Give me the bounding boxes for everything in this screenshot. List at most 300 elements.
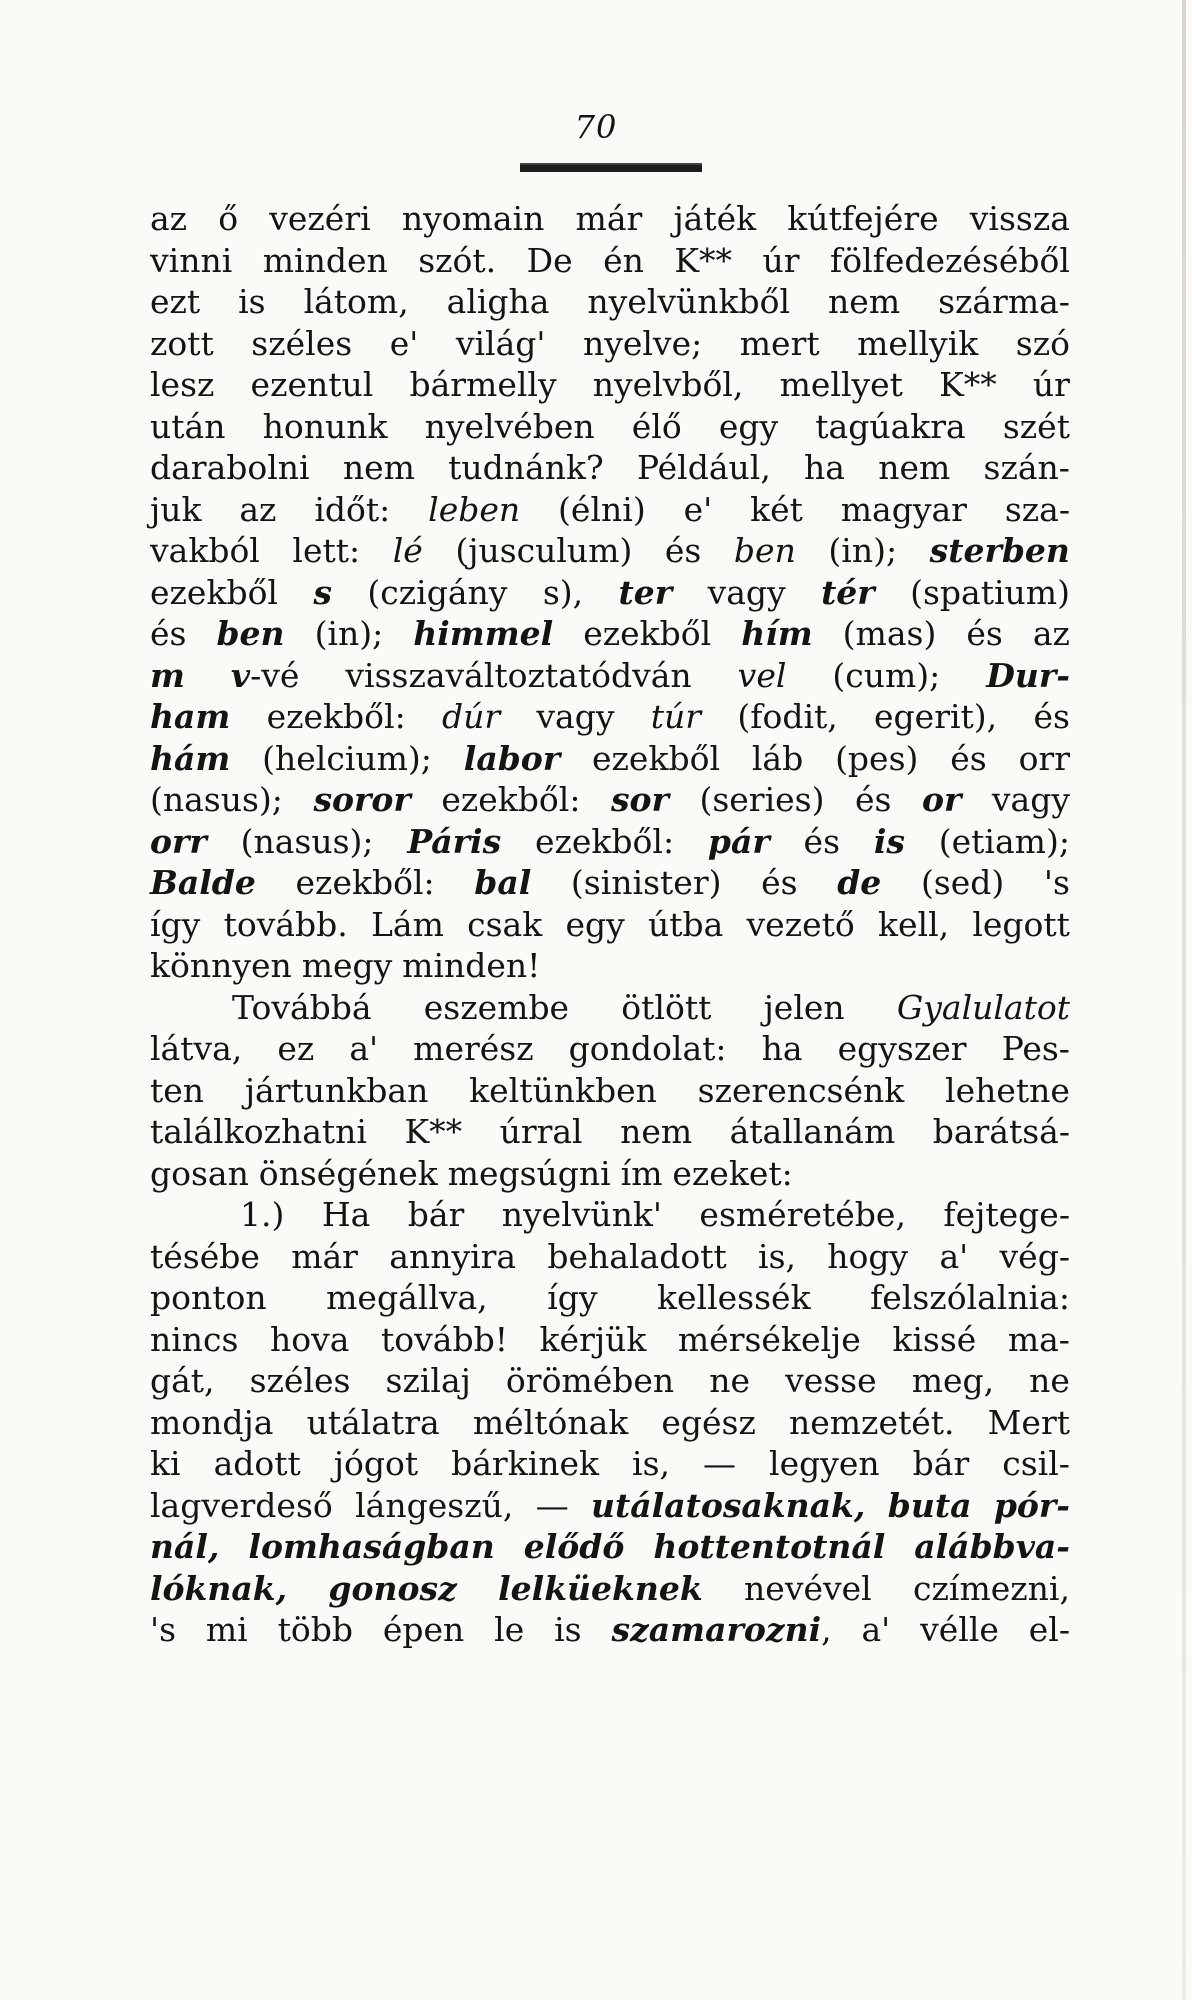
text-line bbox=[150, 613, 1070, 655]
word bbox=[304, 281, 409, 323]
plain-text: szilaj bbox=[385, 1361, 471, 1400]
emphasis-text: elődő bbox=[523, 1527, 625, 1566]
text-line bbox=[150, 1485, 1070, 1527]
word bbox=[861, 1609, 890, 1651]
plain-text: fölfedezéséből bbox=[830, 240, 1070, 280]
word bbox=[674, 240, 732, 282]
word bbox=[843, 613, 937, 655]
plain-text: épen bbox=[382, 1610, 465, 1649]
plain-text: és bbox=[150, 614, 187, 653]
plain-text: , bbox=[821, 1610, 832, 1649]
word bbox=[1033, 364, 1070, 406]
plain-text: úr bbox=[762, 240, 800, 280]
word bbox=[939, 821, 1070, 863]
plain-text: vakból bbox=[150, 531, 260, 570]
plain-text: láb bbox=[751, 738, 804, 778]
plain-text: és bbox=[950, 738, 987, 778]
emphasis-text: soror bbox=[313, 780, 411, 819]
word bbox=[424, 987, 569, 1029]
word bbox=[150, 738, 230, 780]
word bbox=[367, 572, 507, 614]
plain-text: kellessék bbox=[657, 1278, 811, 1317]
word bbox=[835, 738, 918, 780]
word bbox=[734, 530, 796, 572]
plain-text: lehetne bbox=[945, 1070, 1070, 1110]
plain-text: nyelvében bbox=[424, 406, 595, 446]
word bbox=[355, 1485, 513, 1527]
word bbox=[591, 1485, 865, 1527]
plain-text: K** bbox=[939, 365, 997, 404]
plain-text: ne bbox=[709, 1361, 751, 1400]
emphasis-text: is bbox=[873, 821, 905, 861]
plain-text: kell, bbox=[877, 904, 950, 944]
plain-text: vesse bbox=[785, 1361, 877, 1400]
plain-text: 1.) bbox=[240, 1195, 285, 1234]
plain-text: könnyen bbox=[150, 946, 292, 985]
emphasis-text: utálatosaknak, bbox=[591, 1485, 866, 1525]
plain-text: minden! bbox=[402, 946, 541, 985]
plain-text: ezekből bbox=[583, 614, 712, 653]
word bbox=[307, 1402, 440, 1444]
word bbox=[571, 862, 722, 904]
plain-text: kútfejére bbox=[787, 199, 939, 238]
plain-text: fejtege- bbox=[943, 1195, 1070, 1234]
word bbox=[150, 281, 200, 323]
word bbox=[653, 1526, 885, 1568]
plain-text: Például, bbox=[636, 448, 771, 487]
text-line bbox=[150, 1236, 1070, 1278]
word bbox=[328, 1568, 456, 1610]
plain-text: barátsá- bbox=[932, 1112, 1070, 1151]
plain-text: (pes) bbox=[835, 738, 919, 778]
emphasis-text: lóknak, bbox=[150, 1568, 288, 1608]
word bbox=[345, 655, 691, 697]
plain-text: orr bbox=[1018, 738, 1070, 778]
word bbox=[334, 1443, 418, 1485]
emphasis-text: tér bbox=[821, 572, 875, 612]
plain-text: egész bbox=[661, 1402, 756, 1442]
word bbox=[661, 1402, 756, 1444]
word bbox=[456, 323, 546, 365]
word bbox=[1000, 1236, 1070, 1278]
plain-text: utálatra bbox=[306, 1402, 440, 1442]
plain-text: élő bbox=[631, 406, 682, 446]
text-line bbox=[150, 655, 1070, 697]
word bbox=[758, 1236, 796, 1278]
emphasis-text: Páris bbox=[407, 821, 502, 861]
emphasis-text: gonosz bbox=[328, 1568, 457, 1608]
word bbox=[270, 1319, 349, 1361]
plain-text: méltónak bbox=[472, 1402, 629, 1442]
plain-text: -vé bbox=[250, 655, 300, 695]
plain-text: Mert bbox=[987, 1402, 1070, 1442]
plain-text: meg, bbox=[911, 1361, 995, 1400]
word bbox=[150, 240, 232, 282]
word bbox=[830, 240, 1070, 282]
word bbox=[558, 489, 646, 531]
word bbox=[150, 904, 200, 946]
word bbox=[540, 1319, 647, 1361]
word bbox=[381, 1319, 508, 1361]
plain-text: úr bbox=[1032, 365, 1070, 404]
plain-text: bármelly bbox=[409, 365, 557, 404]
plain-text: ha bbox=[761, 1029, 803, 1068]
plain-text: bárkinek bbox=[451, 1444, 600, 1483]
word bbox=[409, 364, 556, 406]
word bbox=[232, 987, 372, 1029]
word bbox=[592, 738, 720, 780]
plain-text: tovább! bbox=[381, 1319, 508, 1359]
plain-text: (nasus); bbox=[150, 780, 283, 819]
plain-text: is, bbox=[632, 1444, 671, 1483]
plain-text: vagy bbox=[991, 780, 1070, 819]
word bbox=[494, 1609, 524, 1651]
emphasis-text: szamarozni bbox=[611, 1610, 822, 1649]
emphasis-text: v bbox=[230, 655, 251, 695]
word bbox=[1019, 738, 1070, 780]
word bbox=[313, 572, 332, 614]
text-line bbox=[150, 945, 1070, 987]
emphasis-text: ter bbox=[618, 572, 673, 612]
plain-text: nevével bbox=[744, 1568, 872, 1608]
text-line bbox=[150, 1402, 1070, 1444]
word bbox=[632, 406, 682, 448]
plain-text: e' bbox=[389, 323, 419, 363]
word bbox=[150, 447, 310, 489]
word bbox=[248, 1526, 494, 1568]
word bbox=[451, 1443, 599, 1485]
plain-text: nem bbox=[878, 448, 951, 487]
word bbox=[326, 1277, 488, 1319]
plain-text: látva, bbox=[150, 1029, 243, 1068]
text-line bbox=[150, 1568, 1070, 1610]
emphasis-text: Gyalulatot bbox=[896, 987, 1070, 1027]
word bbox=[251, 323, 352, 365]
word bbox=[672, 1153, 792, 1195]
plain-text: (nasus); bbox=[240, 821, 374, 861]
plain-text: Pes- bbox=[1001, 1029, 1070, 1068]
word bbox=[231, 655, 300, 697]
text-line bbox=[150, 1319, 1070, 1361]
text-line bbox=[150, 406, 1070, 448]
word bbox=[939, 1236, 968, 1278]
word bbox=[892, 1319, 976, 1361]
word bbox=[632, 1443, 670, 1485]
word bbox=[828, 281, 900, 323]
plain-text: vagy bbox=[707, 572, 786, 612]
plain-text: tudnánk? bbox=[448, 448, 604, 487]
plain-text: és bbox=[761, 863, 798, 902]
plain-text: el- bbox=[1028, 1610, 1070, 1649]
word bbox=[214, 1443, 301, 1485]
word bbox=[150, 655, 185, 697]
word bbox=[407, 821, 501, 863]
word bbox=[238, 281, 266, 323]
word bbox=[150, 1277, 267, 1319]
emphasis-text: buta bbox=[887, 1485, 972, 1525]
text-line bbox=[150, 862, 1070, 904]
plain-text: egy bbox=[565, 904, 625, 944]
emphasis-text: hám bbox=[150, 738, 231, 778]
word bbox=[474, 862, 531, 904]
emphasis-text: hím bbox=[741, 614, 813, 653]
plain-text: lagverdeső bbox=[150, 1485, 333, 1525]
word bbox=[500, 1111, 583, 1153]
plain-text: szót. bbox=[418, 240, 497, 280]
plain-text: visszaváltoztatódván bbox=[345, 655, 692, 695]
word bbox=[874, 821, 905, 863]
plain-text: zott bbox=[150, 323, 214, 363]
word bbox=[241, 821, 374, 863]
plain-text: szét bbox=[1002, 406, 1070, 446]
plain-text: (sed) bbox=[920, 863, 1005, 902]
word bbox=[992, 779, 1070, 821]
word bbox=[535, 821, 674, 863]
plain-text: ezekből bbox=[592, 738, 721, 778]
word bbox=[1029, 1609, 1070, 1651]
plain-text: gosan bbox=[150, 1153, 249, 1193]
word bbox=[804, 447, 845, 489]
plain-text: vinni bbox=[150, 240, 233, 280]
word bbox=[150, 696, 230, 738]
word bbox=[769, 1443, 880, 1485]
word bbox=[408, 1194, 465, 1236]
plain-text: a' bbox=[349, 1029, 379, 1068]
word bbox=[665, 530, 701, 572]
plain-text: így bbox=[150, 904, 201, 944]
plain-text: nem bbox=[342, 448, 415, 487]
word bbox=[912, 1360, 994, 1402]
plain-text: le bbox=[494, 1610, 525, 1649]
word bbox=[259, 1153, 438, 1195]
word bbox=[554, 1609, 582, 1651]
word bbox=[536, 1485, 569, 1527]
word bbox=[787, 198, 938, 240]
word bbox=[413, 613, 553, 655]
plain-text: egyszer bbox=[837, 1029, 967, 1068]
word bbox=[150, 1111, 367, 1153]
plain-text: legott bbox=[972, 904, 1070, 944]
word bbox=[425, 406, 595, 448]
word bbox=[250, 1360, 351, 1402]
plain-text: az bbox=[150, 199, 188, 238]
word bbox=[150, 1485, 333, 1527]
plain-text: ha bbox=[804, 448, 845, 487]
plain-text: világ' bbox=[455, 323, 546, 363]
plain-text: ezekből: bbox=[266, 697, 406, 736]
plain-text: Továbbá bbox=[232, 987, 372, 1027]
plain-text: Ha bbox=[321, 1195, 371, 1234]
plain-text: nem bbox=[828, 282, 901, 321]
word bbox=[761, 862, 797, 904]
word bbox=[251, 364, 374, 406]
emphasis-text: sor bbox=[610, 780, 669, 819]
word bbox=[619, 572, 673, 614]
word bbox=[913, 1568, 1070, 1610]
word bbox=[938, 281, 1070, 323]
plain-text: egerit), bbox=[874, 697, 998, 736]
emphasis-text: vel bbox=[737, 655, 787, 695]
plain-text: mert bbox=[739, 323, 820, 363]
word bbox=[821, 572, 875, 614]
word bbox=[994, 1485, 1070, 1527]
word bbox=[651, 696, 701, 738]
plain-text: ne bbox=[1029, 1361, 1070, 1400]
plain-text: ő bbox=[218, 199, 239, 238]
word bbox=[576, 198, 643, 240]
plain-text: ezt bbox=[150, 282, 201, 321]
plain-text: (czigány bbox=[367, 572, 508, 612]
word bbox=[150, 862, 256, 904]
word bbox=[878, 904, 949, 946]
word bbox=[984, 447, 1070, 489]
plain-text: darabolni bbox=[150, 448, 310, 487]
plain-text: találkozhatni bbox=[150, 1112, 367, 1151]
word bbox=[442, 696, 500, 738]
plain-text: és bbox=[803, 821, 841, 861]
plain-text: sza- bbox=[1004, 489, 1070, 529]
plain-text: több bbox=[277, 1610, 353, 1649]
plain-text: legyen bbox=[769, 1444, 880, 1483]
word bbox=[657, 1277, 811, 1319]
plain-text: minden bbox=[262, 240, 388, 280]
word bbox=[855, 779, 891, 821]
word bbox=[150, 364, 214, 406]
word bbox=[621, 1153, 663, 1195]
plain-text: vég- bbox=[999, 1236, 1070, 1276]
word bbox=[648, 904, 723, 946]
word bbox=[315, 613, 384, 655]
word bbox=[673, 198, 756, 240]
word bbox=[262, 738, 432, 780]
plain-text: ez bbox=[277, 1029, 315, 1068]
word bbox=[699, 779, 824, 821]
word bbox=[292, 530, 360, 572]
word bbox=[699, 1194, 906, 1236]
plain-text: (in); bbox=[314, 614, 384, 653]
plain-text: lángeszű, bbox=[355, 1485, 514, 1525]
word bbox=[218, 198, 238, 240]
plain-text: — bbox=[535, 1485, 569, 1525]
plain-text: (élni) bbox=[558, 489, 646, 529]
word bbox=[943, 1194, 1070, 1236]
word bbox=[543, 572, 583, 614]
word bbox=[888, 1485, 972, 1527]
plain-text: 's bbox=[150, 1610, 177, 1649]
text-line bbox=[150, 1028, 1070, 1070]
word bbox=[402, 198, 545, 240]
word bbox=[313, 779, 410, 821]
plain-text: bár bbox=[912, 1444, 970, 1483]
plain-text: (mas) bbox=[842, 614, 937, 653]
plain-text: (sinister) bbox=[570, 863, 722, 902]
text-line bbox=[150, 489, 1070, 531]
word bbox=[780, 364, 903, 406]
word bbox=[150, 1526, 219, 1568]
page-edge bbox=[1182, 0, 1186, 2000]
plain-text: jógot bbox=[333, 1444, 419, 1483]
plain-text: aligha bbox=[446, 282, 550, 321]
plain-text: vagy bbox=[536, 697, 615, 736]
plain-text: Lám bbox=[370, 904, 444, 944]
plain-text: ponton bbox=[150, 1278, 267, 1317]
plain-text: K** bbox=[674, 240, 733, 280]
plain-text: mi bbox=[205, 1610, 248, 1649]
word bbox=[393, 530, 423, 572]
word bbox=[150, 779, 283, 821]
header-rule bbox=[520, 163, 702, 172]
word bbox=[150, 1070, 204, 1112]
text-line bbox=[150, 530, 1070, 572]
plain-text: és bbox=[1033, 697, 1070, 736]
plain-text: ezeket: bbox=[672, 1153, 793, 1193]
word bbox=[441, 779, 580, 821]
plain-text: után bbox=[150, 406, 226, 446]
plain-text: kissé bbox=[892, 1319, 977, 1359]
word bbox=[150, 1319, 238, 1361]
word bbox=[150, 1360, 215, 1402]
word bbox=[455, 530, 632, 572]
plain-text: ím bbox=[620, 1153, 663, 1193]
plain-text: én bbox=[603, 240, 644, 280]
text-line bbox=[150, 821, 1070, 863]
word bbox=[698, 1070, 905, 1112]
word bbox=[1029, 1360, 1070, 1402]
plain-text: ötlött bbox=[621, 987, 712, 1027]
word bbox=[418, 240, 496, 282]
word bbox=[684, 489, 713, 531]
plain-text: (spatium) bbox=[910, 572, 1070, 612]
word bbox=[322, 1194, 370, 1236]
emphasis-text: himmel bbox=[413, 614, 554, 653]
word bbox=[815, 406, 965, 448]
plain-text: (etiam); bbox=[938, 821, 1070, 861]
word bbox=[150, 572, 278, 614]
word bbox=[611, 779, 669, 821]
word bbox=[587, 281, 790, 323]
plain-text: lesz bbox=[150, 365, 215, 404]
word bbox=[913, 1443, 970, 1485]
text-line bbox=[150, 1360, 1070, 1402]
plain-text: szerencsénk bbox=[697, 1070, 905, 1110]
word bbox=[832, 655, 940, 697]
plain-text: ezekből: bbox=[441, 780, 581, 819]
emphasis-text: leben bbox=[428, 489, 521, 529]
word bbox=[921, 862, 1004, 904]
plain-text: is bbox=[554, 1610, 582, 1649]
word bbox=[447, 281, 550, 323]
plain-text: gondolat: bbox=[568, 1029, 727, 1068]
emphasis-text: hottentotnál bbox=[653, 1527, 886, 1566]
word bbox=[709, 1360, 750, 1402]
word bbox=[383, 1609, 464, 1651]
word bbox=[933, 1111, 1070, 1153]
plain-text: nyelve; bbox=[582, 323, 703, 363]
plain-text: tovább. bbox=[223, 904, 348, 944]
text-line bbox=[150, 987, 1070, 1029]
plain-text: czímezni, bbox=[913, 1568, 1070, 1608]
word bbox=[1002, 1443, 1070, 1485]
plain-text: széles bbox=[251, 323, 353, 363]
text-line bbox=[150, 364, 1070, 406]
word bbox=[897, 987, 1070, 1029]
word bbox=[950, 738, 986, 780]
word bbox=[150, 821, 207, 863]
emphasis-text: lelküeknek bbox=[498, 1568, 703, 1608]
plain-text: (cum); bbox=[832, 655, 941, 695]
word bbox=[752, 738, 803, 780]
word bbox=[302, 945, 393, 987]
